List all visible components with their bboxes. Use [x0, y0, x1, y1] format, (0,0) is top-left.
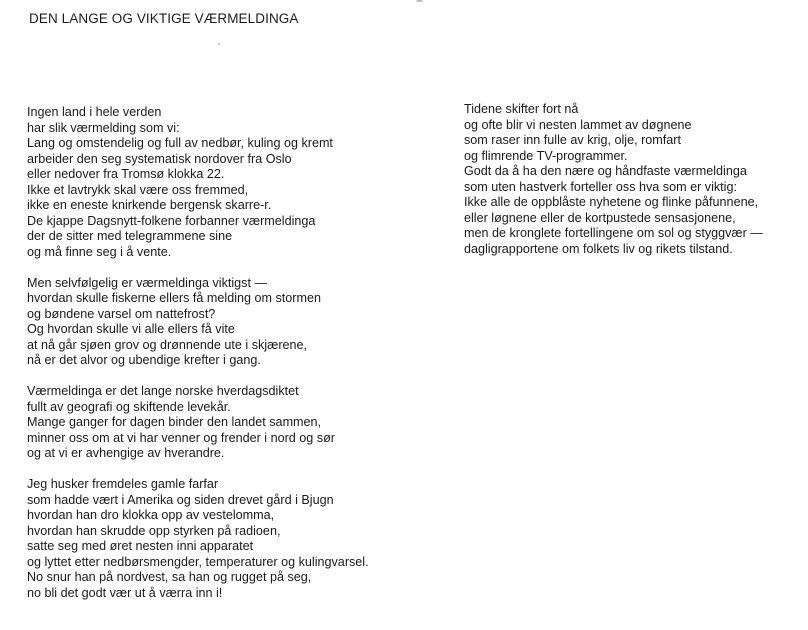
text-line: satte seg med øret nesten inni apparatet [27, 539, 254, 553]
text-line: Lang og omstendelig og full av nedbør, kuling og kremt [27, 136, 333, 150]
text-line: eller løgnene eller de kortpustede sensasjonene, [464, 210, 736, 225]
text-line: har slik værmelding som vi: [27, 120, 180, 135]
text-line: Jeg husker fremdeles gamle farfar [27, 477, 219, 491]
left-stanza [27, 276, 427, 369]
text-line: minner oss om at vi har venner og frender i nord og sør [27, 430, 335, 445]
text-line: som raser inn fulle av krig, olje, romfart [464, 133, 681, 147]
text-line: De kjappe Dagsnytt-folkene forbanner værmeldinga [27, 213, 316, 228]
text-line: og at vi er avhengige av hverandre. [27, 446, 225, 460]
left-stanza [27, 105, 427, 260]
text-line: hvordan han skrudde opp styrken på radioen, [27, 523, 281, 538]
text-line: Og hvordan skulle vi alle ellers få vite [27, 322, 235, 336]
text-line: Ingen land i hele verden [27, 105, 162, 119]
text-line: eller nedover fra Tromsø klokka 22. [27, 167, 225, 181]
text-line: No snur han på nordvest, sa han og rugget på seg, [27, 570, 312, 584]
text-line: der de sitter med telegrammene sine [27, 229, 233, 243]
text-line: ikke en eneste knirkende bergensk skarre-r. [27, 198, 272, 212]
text-line: Mange ganger for dagen binder den landet sammen, [27, 415, 322, 429]
text-line: Ikke et lavtrykk skal være oss fremmed, [27, 182, 249, 197]
text-line: Ikke alle de oppblåste nyhetene og flinke påfunnene, [464, 195, 759, 209]
text-line: Godt da å ha den nære og håndfaste værmeldinga [464, 164, 747, 178]
page-title: DEN LANGE OG VIKTIGE VÆRMELDINGA [29, 11, 299, 26]
left-stanza [27, 384, 427, 462]
left-column [27, 105, 427, 617]
right-column [464, 102, 804, 273]
text-line: og må finne seg i å vente. [27, 244, 172, 259]
text-line: hvordan han dro klokka opp av vestelomma, [27, 508, 275, 522]
text-line: og ofte blir vi nesten lammet av døgnene [464, 117, 692, 132]
left-stanza [27, 477, 427, 601]
right-stanza [464, 102, 804, 257]
text-line: nå er det alvor og ubendige krefter i gang. [27, 353, 261, 367]
text-line: Men selvfølgelig er værmeldinga viktigst — [27, 275, 268, 290]
text-line: og lyttet etter nedbørsmengder, temperaturer og kulingvarsel. [27, 554, 369, 569]
text-line: Værmeldinga er det lange norske hverdagsdiktet [27, 384, 299, 398]
text-line: arbeider den seg systematisk nordover fra Oslo [27, 151, 292, 166]
text-line: og flimrende TV-programmer. [464, 148, 628, 163]
text-line: fullt av geografi og skiftende levekår. [27, 399, 231, 414]
text-line: at nå går sjøen grov og drønnende ute i skjærene, [27, 337, 308, 352]
text-line: no bli det godt vær ut å værra inn i! [27, 585, 223, 600]
text-line: som uten hastverk forteller oss hva som er viktig: [464, 179, 737, 194]
text-line: som hadde vært i Amerika og siden drevet gård i Bjugn [27, 492, 334, 507]
text-line: Tidene skifter fort nå [464, 102, 579, 116]
text-line: dagligrapportene om folkets liv og rikets tilstand. [464, 241, 733, 256]
text-line: men de kronglete fortellingene om sol og styggvær — [464, 226, 763, 240]
text-line: hvordan skulle fiskerne ellers få melding om stormen [27, 291, 321, 305]
text-line: og bøndene varsel om nattefrost? [27, 306, 216, 321]
